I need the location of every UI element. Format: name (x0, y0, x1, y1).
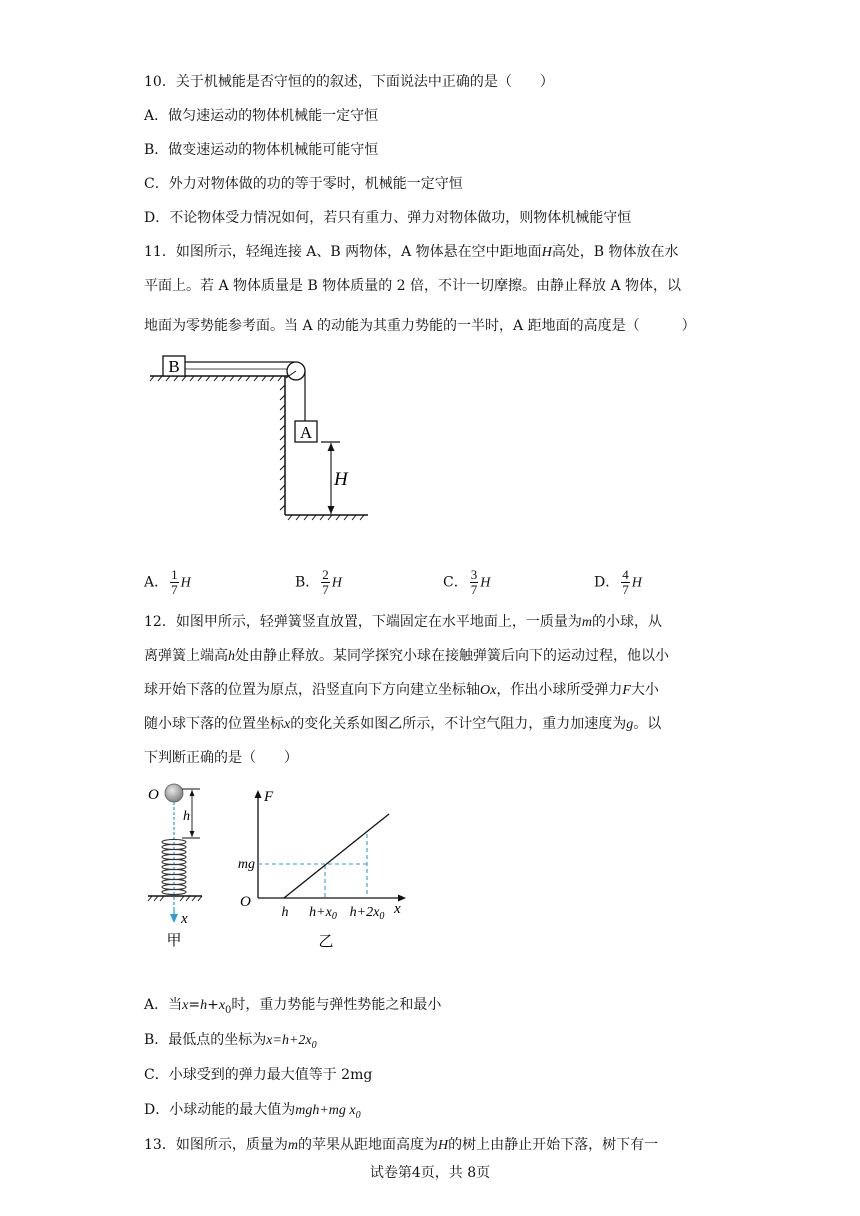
q10-option-a: A．做匀速运动的物体机械能一定守恒 (144, 108, 379, 124)
var-h: H (437, 1138, 449, 1153)
ball (165, 784, 183, 802)
var-m: m (581, 615, 592, 630)
var-h: h (228, 649, 235, 664)
denominator: 7 (470, 582, 478, 597)
block-a-label: A (299, 423, 313, 442)
var-h: H (180, 575, 191, 591)
mg-label: mg (237, 857, 255, 872)
fraction (470, 568, 479, 597)
option-label: D． (594, 574, 620, 591)
block-b-label: B (168, 357, 180, 376)
tick-sub: 0 (331, 911, 337, 922)
tick-h-x0-text: h+x (309, 905, 332, 920)
q13-text: 的苹果从距地面高度为 (297, 1137, 438, 1153)
q12-opt-text: + (207, 997, 219, 1013)
force-line (284, 814, 389, 898)
q12-stem-line1 (144, 612, 662, 633)
q11-option-b (295, 568, 342, 597)
origin-label: O (240, 894, 251, 910)
fraction (621, 568, 630, 597)
q12-opt-text: 时，重力势能与弹性势能之和最小 (231, 997, 442, 1013)
var-h: H (631, 575, 642, 591)
q12-stem-line2 (144, 646, 669, 667)
q11-figure (140, 345, 380, 525)
caption-yi: 乙 (318, 934, 334, 950)
option-label: C． (443, 574, 468, 591)
q12-text: 。以 (633, 716, 662, 732)
numerator: 1 (171, 567, 178, 582)
var-x0: x (218, 998, 226, 1013)
q12-option-c: C．小球受到的弹力最大值等于 2mg (144, 1067, 373, 1083)
q12-option-a (144, 995, 441, 1021)
q11-text: 高处，B 物体放在水 (551, 244, 679, 260)
var-h: H (331, 575, 342, 591)
q12-opt-text: A．当 (144, 997, 183, 1013)
q12-text: 球开始下落的位置为原点，沿竖直向下方向建立坐标轴 (144, 682, 480, 698)
var-x: x (182, 998, 189, 1013)
q12-text: 处由静止释放。某同学探究小球在接触弹簧后向下的运动过程，他以小 (235, 648, 669, 664)
q11-option-d (594, 568, 642, 597)
numerator: 3 (470, 567, 478, 582)
option-label: B． (295, 574, 320, 591)
x-axis-label: x (394, 901, 401, 917)
q12-text: 的小球，从 (591, 614, 662, 630)
tick-sub: 0 (379, 911, 385, 922)
sub-0: 0 (225, 1004, 232, 1016)
q12-text: 大小 (630, 682, 659, 698)
q12-stem-line4 (144, 714, 661, 735)
height-label: H (334, 469, 348, 490)
sub-0: 0 (355, 1109, 361, 1121)
option-label: A． (144, 574, 169, 591)
numerator: 4 (622, 567, 629, 582)
q11-option-a (144, 568, 191, 597)
q12-figure-yi (228, 786, 414, 952)
tick-h-x0 (309, 905, 337, 922)
q12-option-d (144, 1100, 361, 1126)
var-g: g (626, 717, 634, 732)
formula: mgh+mg x (295, 1103, 356, 1118)
q10-option-b: B．做变速运动的物体机械能可能守恒 (144, 142, 379, 158)
var-ox: Ox (480, 683, 497, 698)
q13-text: 13．如图所示，质量为 (144, 1137, 288, 1153)
q12-text: ，作出小球所受弹力 (496, 682, 623, 698)
var-m: m (287, 1138, 298, 1153)
q12-text: 12．如图甲所示，轻弹簧竖直放置，下端固定在水平地面上，一质量为 (144, 614, 582, 630)
q11-stem-line1 (144, 242, 679, 263)
var-f: F (622, 683, 631, 698)
sub-0: 0 (311, 1039, 317, 1051)
var-h: H (480, 575, 491, 591)
denominator: 7 (622, 582, 629, 597)
q12-option-b (144, 1030, 317, 1056)
q13-stem-line1 (144, 1135, 658, 1156)
q11-option-c (443, 568, 490, 597)
q11-text: 11．如图所示，轻绳连接 A、B 两物体，A 物体悬在空中距地面 (144, 244, 542, 260)
q11-stem-line2: 平面上。若 A 物体质量是 B 物体质量的 2 倍，不计一切摩擦。由静止释放 A 物体，以 (144, 278, 682, 294)
q12-text: 随小球下落的位置坐标 (144, 716, 284, 732)
fraction (170, 568, 179, 597)
formula: x=h+2x (266, 1033, 312, 1048)
q10-option-c: C．外力对物体做的功的等于零时，机械能一定守恒 (144, 176, 463, 192)
caption-jia: 甲 (166, 933, 182, 949)
origin-label: O (148, 787, 159, 803)
q12-opt-text: = (188, 997, 201, 1013)
q12-opt-text: B．最低点的坐标为 (144, 1032, 267, 1048)
tick-h-2x0 (350, 905, 385, 922)
q10-stem: 10．关于机械能是否守恒的的叙述，下面说法中正确的是（ ） (144, 74, 554, 90)
page-footer: 试卷第4页，共 8页 (369, 1165, 491, 1181)
q12-stem-line3 (144, 680, 659, 701)
q12-opt-text: D．小球动能的最大值为 (144, 1102, 296, 1118)
q11-stem-line3: 地面为零势能参考面。当 A 的动能为其重力势能的一半时，A 距地面的高度是（ ） (144, 318, 696, 334)
tick-h-2x0-text: h+2x (349, 905, 380, 920)
q12-stem-line5: 下判断正确的是（ ） (144, 750, 298, 766)
f-axis-label: F (264, 789, 274, 805)
q12-text: 离弹簧上端高 (144, 648, 228, 664)
q10-option-d: D．不论物体受力情况如何，若只有重力、弹力对物体做功，则物体机械能守恒 (144, 210, 632, 226)
q12-text: 的变化关系如图乙所示，不计空气阻力，重力加速度为 (290, 716, 627, 732)
q11-var-h: H (541, 245, 552, 260)
denominator: 7 (322, 582, 329, 597)
fraction (321, 568, 330, 597)
denominator: 7 (171, 582, 178, 597)
tick-h: h (281, 905, 289, 920)
q13-text: 的树上由静止开始下落，树下有一 (448, 1137, 659, 1153)
numerator: 2 (322, 567, 329, 582)
x-axis-label: x (181, 911, 188, 927)
var-x: x (284, 717, 291, 732)
var-h: h (200, 998, 208, 1013)
h-label: h (183, 809, 190, 824)
q12-figure-jia (140, 780, 215, 950)
